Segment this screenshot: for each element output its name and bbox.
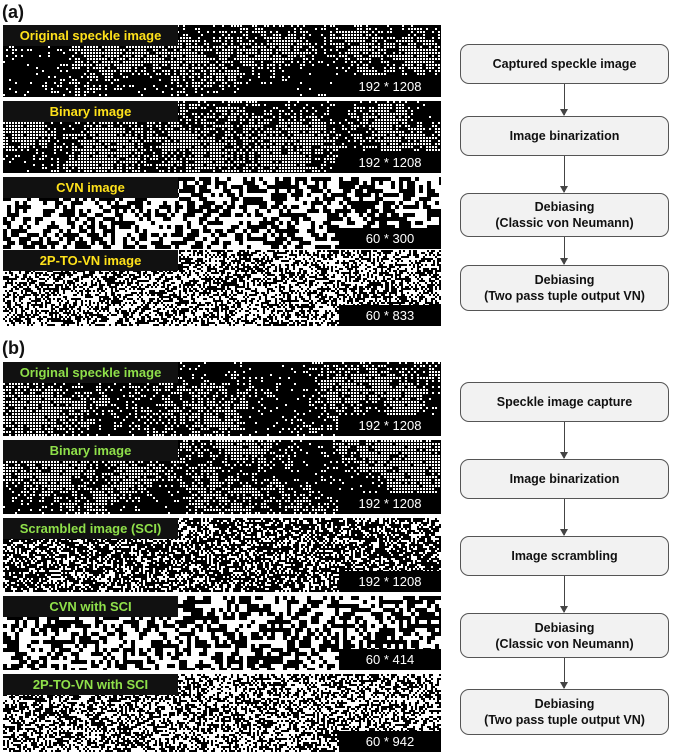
- flow-box-b-binarization: [460, 459, 669, 499]
- strip-size-label: 60 * 300: [339, 228, 441, 249]
- flow-box-text: Speckle image capture: [496, 395, 633, 409]
- strip-b-2ptovn: [3, 674, 441, 752]
- flow-box-subtext: (Classic von Neumann): [495, 216, 634, 230]
- strip-title: 2P-TO-VN image: [3, 250, 178, 271]
- strip-b-scrambled: [3, 518, 441, 592]
- strip-a-cvn: [3, 177, 441, 249]
- flow-box-a-cvn: [460, 193, 669, 237]
- flow-box-subtext: (Classic von Neumann): [495, 636, 634, 651]
- strip-title: Original speckle image: [3, 362, 178, 383]
- strip-title: 2P-TO-VN with SCI: [3, 674, 178, 695]
- strip-title: CVN image: [3, 177, 178, 198]
- strip-size-label: 192 * 1208: [339, 76, 441, 97]
- flow-box-text: Image scrambling: [511, 549, 618, 563]
- flow-box-text: Image binarization: [509, 472, 620, 486]
- flow-box-subtext: (Two pass tuple output VN): [484, 289, 645, 303]
- strip-size-label: 192 * 1208: [339, 493, 441, 514]
- flow-arrow: [564, 237, 565, 264]
- strip-title: Binary image: [3, 101, 178, 122]
- strip-a-binary: [3, 101, 441, 173]
- flow-arrow: [564, 156, 565, 192]
- strip-size-label: 192 * 1208: [339, 415, 441, 436]
- strip-size-label: 192 * 1208: [339, 571, 441, 592]
- strip-b-binary: [3, 440, 441, 514]
- flow-box-b-scrambling: [460, 536, 669, 576]
- strip-title: Scrambled image (SCI): [3, 518, 178, 539]
- flow-box-text: Debiasing: [534, 200, 595, 214]
- flow-box-a-2ptovn: [460, 265, 669, 311]
- flow-box-subtext: (Two pass tuple output VN): [484, 713, 645, 727]
- flow-box-text: Debiasing: [534, 273, 595, 287]
- strip-title: Binary image: [3, 440, 178, 461]
- strip-title: CVN with SCI: [3, 596, 178, 617]
- strip-title: Original speckle image: [3, 25, 178, 46]
- panel-b-label: (b): [2, 338, 25, 358]
- strip-b-original: [3, 362, 441, 436]
- strip-size-label: 192 * 1208: [339, 152, 441, 173]
- flow-arrow: [564, 422, 565, 458]
- flow-box-text: Debiasing: [534, 620, 595, 635]
- flow-box-text: Debiasing: [534, 697, 595, 711]
- strip-a-original: [3, 25, 441, 97]
- flow-arrow: [564, 658, 565, 688]
- strip-size-label: 60 * 942: [339, 731, 441, 752]
- flow-box-text: Image binarization: [509, 129, 620, 143]
- strip-size-label: 60 * 414: [339, 649, 441, 670]
- strip-size-label: 60 * 833: [339, 305, 441, 326]
- strip-b-cvn: [3, 596, 441, 670]
- flow-box-b-2ptovn: [460, 689, 669, 735]
- flow-arrow: [564, 84, 565, 115]
- flow-box-text: Captured speckle image: [492, 57, 637, 71]
- flow-box-a-capture: [460, 44, 669, 84]
- flow-arrow: [564, 576, 565, 612]
- strip-a-2ptovn: [3, 250, 441, 326]
- flow-box-a-binarization: [460, 116, 669, 156]
- flow-box-b-cvn: [460, 613, 669, 658]
- flow-arrow: [564, 499, 565, 535]
- flow-box-b-capture: [460, 382, 669, 422]
- panel-a-label: (a): [2, 2, 24, 22]
